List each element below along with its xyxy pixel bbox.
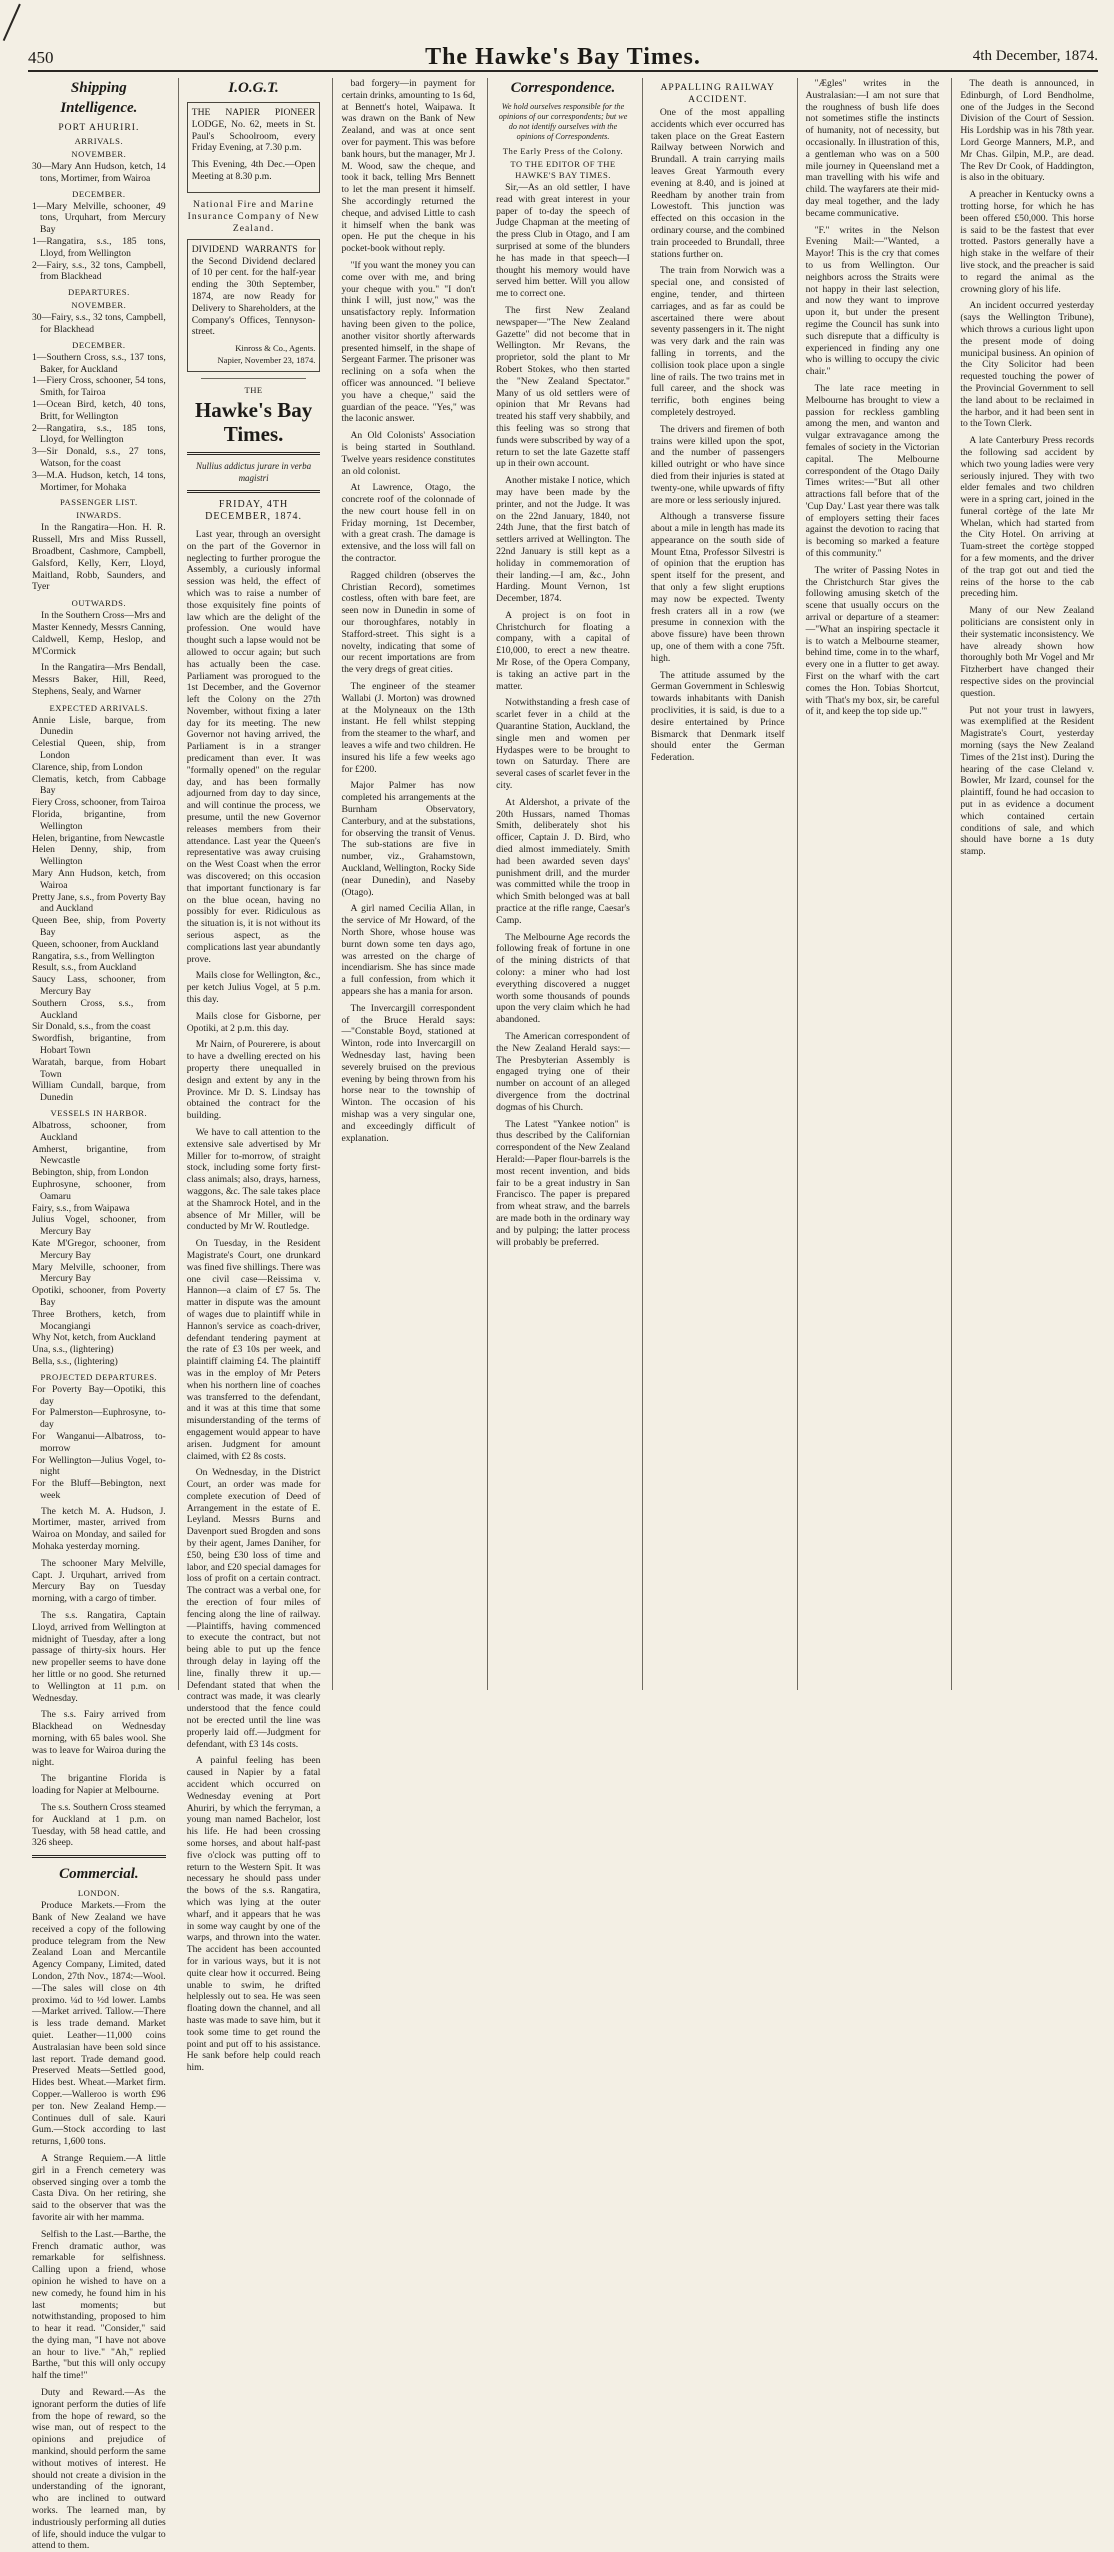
newspaper-title: The Hawke's Bay Times. bbox=[425, 44, 701, 70]
list-item: Helen, brigantine, from Newcastle bbox=[32, 832, 165, 844]
list-item: Annie Lisle, barque, from Dunedin bbox=[32, 714, 166, 738]
list-item: 1—Southern Cross, s.s., 137 tons, Baker, for Auckland bbox=[32, 351, 166, 375]
list-item: Albatross, schooner, from Auckland bbox=[32, 1119, 166, 1143]
list-item: Why Not, ketch, from Auckland bbox=[32, 1332, 156, 1344]
article-paragraph: The writer of Passing Notes in the Christchurch Star gives the following amusing sketch of the scene that usually occurs on the arrival or departure of a steamer:—"What an inspiring spectacle it is to watch a Melbourne steamer, behind time, come in to the wharf, every one in a flutter to get away. First on the wharf with the cart comes the Hon. Tobias Shortcut, with 'That's my box, sir, be careful of it, and keep the top side up.'" bbox=[805, 564, 940, 718]
arrivals-month: NOVEMBER. bbox=[71, 149, 127, 159]
article-paragraph: Put not your trust in lawyers, was exemplified at the Resident Magistrate's Court, yesterday morning (says the New Zealand Times of the 21st inst). During the hearing of the case Cleland v. Bowler, Mr Izard, counsel for the plaintiff, found he had occasion to put in as evidence a document which contained certain conditions of sale, and which should have borne a 1s duty stamp. bbox=[960, 704, 1095, 858]
insurance-agents: Kinross & Co., Agents. bbox=[235, 343, 316, 354]
column-editorial bbox=[178, 78, 325, 2074]
article-paragraph: The s.s. Southern Cross steamed for Auckland at 1 p.m. on Tuesday, with 58 head cattle, and 326 sheep. bbox=[32, 1802, 166, 1849]
article-paragraph: The Latest "Yankee notion" is thus described by the Californian correspondent of the New Zealand Herald:—Paper flour-barrels is the most recent invention, and bids fair to be a great industry in San Francisco. The paper is prepared from wheat straw, and the barrels are made both in the ordinary way and by pulping; the latter process will probably be preferred. bbox=[496, 1118, 630, 1248]
correspondence-body bbox=[496, 182, 630, 1248]
article-paragraph: One of the most appalling accidents which ever occurred has taken place on the Great Eastern Railway between Norwich and Brundall. A train carrying mails leaves Great Yarmouth every evening at 8.40, and is joined at Reedham by another train from Lowestoft. This junction was effected on this occasion in the ordinary course, and the combined train proceeded to Brundall, three stations further on. bbox=[650, 107, 785, 260]
divider bbox=[187, 452, 321, 455]
article-paragraph: On Tuesday, in the Resident Magistrate's Court, one drunkard was fined five shillings. There was one civil case—Reissima v. Hannon—a claim of £7 5s. The matter in dispute was the amount of wages due to plaintiff while in Hannon's service as coach-driver, defendant tendering payment at the rate of £3 10s per week, and plaintiff claiming £4. The plaintiff was in the employ of Mr Peters when his northern line of coaches was transferred to the defendant, and it was at this time that some misunderstanding of the terms of engagement would appear to have arisen. Judgment for amount claimed, with £2 8s costs. bbox=[186, 1238, 321, 1462]
list-item: Bebington, ship, from London bbox=[32, 1167, 149, 1179]
list-item: Mary Ann Hudson, ketch, from Wairoa bbox=[32, 868, 166, 891]
article-paragraph: Ragged children (observes the Christian Record), sometimes costless, often with bare feet, are seen now in Dunedin in some of our thoroughfares, notably in Stafford-street. This sight is a novelty, indicating that some of our recent importations are from the very dregs of great cities. bbox=[341, 569, 476, 676]
list-item: Pretty Jane, s.s., from Poverty Bay and Auckland bbox=[32, 891, 166, 915]
list-item: 2—Fairy, s.s., 32 tons, Campbell, from Blackhead bbox=[32, 259, 166, 283]
list-item: Clarence, ship, from London bbox=[32, 761, 143, 773]
commercial-city: LONDON. bbox=[77, 1888, 120, 1899]
list-item: For Wanganui—Albatross, to-morrow bbox=[32, 1430, 166, 1454]
article-paragraph: Another mistake I notice, which may have been made by the printer, and not the Judge. It was on the 22nd January, 1840, not 24th June, that the first batch of settlers arrived at Wellington. The 22nd January is still kept as a holiday in commemoration of their landing.—I am, &c., John Harding. Mount Vernon, 1st December, 1874. bbox=[496, 475, 630, 605]
arrivals-list bbox=[32, 161, 166, 185]
article-paragraph: At Aldershot, a private of the 20th Hussars, named Thomas Smith, deliberately shot his officer, Captain J. D. Bird, who died almost immediately. Smith had been awarded seven days' punishment drill, and the murder was committed while the troop in which Smith belonged was at ball practice at the rifle range, Caesar's Camp. bbox=[496, 796, 630, 926]
insurance-notice-text: DIVIDEND WARRANTS for the Second Dividend declared of 10 per cent. for the half-year ending the 30th September, 1874, are now Ready for Delivery to Shareholders, at the Company's Offices, Tennyson-street. bbox=[191, 243, 316, 338]
article-paragraph: Mails close for Gisborne, per Opotiki, at 2 p.m. this day. bbox=[186, 1010, 321, 1034]
inwards-label: INWARDS. bbox=[76, 510, 122, 521]
list-item: Sir Donald, s.s., from the coast bbox=[32, 1021, 151, 1033]
article-paragraph: Sir,—As an old settler, I have read with great interest in your paper of to-day the speech of Judge Chapman at the meeting of the press Club in Otago, and I am surprised at some of the blunders he has made in that speech—I thought his memory would have served him better. Will you allow me to correct one. bbox=[496, 182, 630, 300]
column-news-3 bbox=[332, 78, 479, 1690]
column-railway bbox=[642, 78, 789, 1690]
article-paragraph: We have to call attention to the extensive sale advertised by Mr Miller for to-morrow, of straight stock, including some forty first-class animals; also, drays, harness, waggons, &c. The sale takes place at the Shamrock Hotel, and in the absence of Mr Miller, will be conducted by Mr W. Routledge. bbox=[186, 1126, 321, 1233]
article-paragraph: Mails close for Wellington, &c., per ketch Julius Vogel, at 5 p.m. this day. bbox=[186, 970, 321, 1006]
list-item: Mary Melville, schooner, from Mercury Bay bbox=[32, 1261, 166, 1285]
paper-name: Hawke's Bay Times. bbox=[194, 397, 313, 446]
expected-list bbox=[32, 715, 166, 1104]
list-item: 30—Fairy, s.s., 32 tons, Campbell, for Blackhead bbox=[32, 312, 166, 335]
list-item: Una, s.s., (lightering) bbox=[32, 1344, 114, 1356]
article-paragraph: The ketch M. A. Hudson, J. Mortimer, master, arrived from Wairoa on Monday, and sailed for Mohaka yesterday morning. bbox=[32, 1505, 166, 1553]
harbor-list bbox=[32, 1120, 166, 1368]
list-item: 3—M.A. Hudson, ketch, 14 tons, Mortimer, for Mohaka bbox=[32, 469, 166, 493]
news-body bbox=[960, 78, 1094, 858]
list-item: 2—Rangatira, s.s., 185 tons, Lloyd, for Wellington bbox=[32, 422, 166, 446]
article-paragraph: The first New Zealand newspaper—"The New Zealand Gazette" did not become that in Wellington. Mr Revans, the proprietor, sold the plant to Mr Robert Stokes, who then started the "New Zealand Spectator." Many of us old settlers were of opinion that Mr Revans had treated his staff very shabbily, and this feeling was so strong that funds were subscribed by way of a return to set the late Gazette staff up in their own account. bbox=[496, 304, 630, 470]
article-paragraph: The brigantine Florida is loading for Napier at Melbourne. bbox=[32, 1773, 166, 1797]
iogt-notice bbox=[187, 102, 321, 193]
issue-date: 4th December, 1874. bbox=[972, 48, 1098, 64]
list-item: For Palmerston—Euphrosyne, to-day bbox=[32, 1407, 166, 1431]
departures-heading: DEPARTURES. bbox=[67, 287, 130, 298]
list-item: Florida, brigantine, from Wellington bbox=[32, 809, 166, 832]
column-news-7 bbox=[951, 78, 1098, 1690]
list-item: 1—Fiery Cross, schooner, 54 tons, Smith, for Tairoa bbox=[32, 375, 166, 399]
article-paragraph: Notwithstanding a fresh case of scarlet fever in a child at the Quarantine Station, Auckland, the single men and women per Hydaspes were to be brought to town on Saturday. There are several cases of scarlet fever in the city. bbox=[496, 697, 630, 792]
list-item: 30—Mary Ann Hudson, ketch, 14 tons, Mortimer, from Wairoa bbox=[32, 161, 166, 184]
column-news-6 bbox=[797, 78, 944, 1690]
list-item: William Cundall, barque, from Dunedin bbox=[32, 1080, 166, 1104]
article-paragraph: At Lawrence, Otago, the concrete roof of the colonnade of the new court house fell in on Friday morning, 1st December, with a great crash. The damage is extensive, and the loss will fall on the contractor. bbox=[341, 482, 476, 565]
article-paragraph: The late race meeting in Melbourne has brought to view a passion for reckless gambling among the men, and wanton and vulgar extravagance among the females of society in the Victorian capital. The Melbourne correspondent of the Otago Daily Times writes:—"But all other attractions fall before that of the 'Cup Day.' Last year there was talk of employers setting their faces against the devotion to racing that is becoming so marked a feature of this community." bbox=[805, 382, 940, 560]
outwards-text: In the Southern Cross—Mrs and Master Kennedy, Messrs Canning, Caldwell, Kemp, Heslop, and M'Cormick bbox=[32, 610, 166, 657]
paper-motto: Nullius addictus jurare in verba magistri bbox=[195, 460, 312, 483]
article-paragraph: The Melbourne Age records the following freak of fortune in one of the mining districts of that colony: a miner who had lost everything discovered a nugget worth some thousands of pounds upon the very claim which he had abandoned. bbox=[496, 931, 630, 1026]
iogt-heading: I.O.G.T. bbox=[228, 80, 279, 96]
editorial-body bbox=[187, 529, 321, 2074]
list-item: Result, s.s., from Auckland bbox=[32, 962, 137, 974]
correspondence-note: We hold ourselves responsible for the opinions of our correspondents; but we do not identify ourselves with the opinions of Correspondents. bbox=[498, 102, 628, 141]
shipping-notes bbox=[32, 1506, 166, 1850]
list-item: Helen Denny, ship, from Wellington bbox=[32, 844, 166, 868]
letter-title: The Early Press of the Colony. bbox=[502, 146, 624, 156]
article-paragraph: "Ægles" writes in the Australasian:—I am not sure that the roughness of bush life does not sometimes stifle the instincts of humanity, not of necessity, but occasionally. In illustration of this, a gentleman who was on a 500 mile journey in Queensland met a man travelling with his wife and child. The wayfarers ate their mid-day meal together, and the lady became communicative. bbox=[805, 78, 940, 219]
columns bbox=[28, 78, 1098, 2552]
list-item: Queen, schooner, from Auckland bbox=[32, 938, 159, 950]
article-paragraph: bad forgery—in payment for certain drinks, amounting to 1s 6d, at Bennett's hotel, Waipawa. It was drawn on the Bank of New Zealand, and was at once sent over for payment. This was before bank hours, but the manager, Mr J. M. Wood, saw the cheque, and took it back, telling Mrs Bennett to let the man present it himself. She accordingly returned the cheque, and advised Little to cash it himself when the bank was open. He put the cheque in his pocket-book without reply. bbox=[341, 78, 476, 255]
selfish-to-last: Selfish to the Last.—Barthe, the French dramatic author, was remarkable for selfishness. Calling upon a friend, whose opinion he wished to have on a new comedy, he found him in his last moments; but notwithstanding, proposed to him to hear it read. "Consider," said the dying man, "I have not above an hour to live." "Ah," replied Barthe, "but this will only occupy half the time!" bbox=[32, 2228, 166, 2382]
article-paragraph: Major Palmer has now completed his arrangements at the Burnham Observatory, Canterbury, and at the substations, for observing the transit of Venus. The sub-stations are five in number, viz., Grahamstown, Auckland, Wellington, Rocky Side (near Dunedin), and Naseby (Otago). bbox=[341, 780, 476, 898]
article-paragraph: "If you want the money you can come over with me, and bring your cheque with you." "I don't think I will, just now," was the unsatisfactory reply. Information having been given to the police, another visitor shortly afterwards presented himself, in the shape of Sergeant Farmer. The prisoner was reclining on a sofa when the officer was announced. "I believe you have a cheque," said the guardian of the peace. "Yes," was the laconic answer. bbox=[341, 259, 476, 425]
article-paragraph: An incident occurred yesterday (says the Wellington Tribune), which throws a curious light upon the present mode of doing municipal business. An opinion of the City Solicitor had been requested touching the power of the Provincial Government to sell the land about to be reclaimed in the harbor, and it had been sent in to the Town Clerk. bbox=[960, 300, 1095, 430]
railway-heading: APPALLING RAILWAY ACCIDENT. bbox=[660, 82, 775, 105]
projected-heading: PROJECTED DEPARTURES. bbox=[40, 1371, 158, 1382]
article-paragraph: The drivers and firemen of both trains were killed upon the spot, and the number of passengers killed outright or who have since died from their injuries is stated at twenty-one, while upwards of fifty are more or less seriously injured. bbox=[650, 423, 785, 506]
outwards-text: In the Rangatira—Mrs Bendall, Messrs Baker, Hill, Reed, Stephens, Sealy, and Warner bbox=[32, 662, 166, 697]
railway-body bbox=[651, 107, 785, 764]
ink-mark bbox=[3, 4, 38, 49]
iogt-evening: This Evening, 4th Dec.—Open Meeting at 8.30 p.m. bbox=[191, 159, 316, 182]
article-paragraph: Last year, through an oversight on the part of the Governor in neglecting to further prorogue the Assembly, a curiously informal session was held, the effect of which was to raise a number of those exquisitely fine points of law which are the delight of the profession. One would have thought such a lapse would not be allowed to occur again; but such has actually been the case. Parliament was prorogued to the 1st December, and the Governor left the Colony on the 27th November, without fixing a later day for its meeting. The new Governor not having arrived, the Parliament is in a stranger predicament than ever. It was "formally opened" on the regular day, and has been formally adjourned from day to day since, and will continue the process, we presume, until the new Governor releases members from their attendance. Last year the Queen's representative was away cruising on the West Coast when the error was discovered; on this occasion that important functionary is far on the blue ocean, having no possibly for ever. Ridiculous as the situation is, it is not without its serious aspect, as the complications last year abundantly prove. bbox=[186, 528, 321, 965]
list-item: Julius Vogel, schooner, from Mercury Bay bbox=[32, 1214, 166, 1238]
list-item: Bella, s.s., (lightering) bbox=[32, 1355, 118, 1367]
list-item: Celestial Queen, ship, from London bbox=[32, 738, 166, 762]
departures-list bbox=[32, 312, 166, 336]
list-item: Fairy, s.s., from Waipawa bbox=[32, 1202, 130, 1214]
list-item: For Wellington—Julius Vogel, to-night bbox=[32, 1454, 166, 1478]
harbor-heading: VESSELS IN HARBOR. bbox=[50, 1107, 148, 1118]
article-paragraph: Mr Nairn, of Pourerere, is about to have a dwelling erected on his property there unequalled in design and extent by any in the Province. Mr D. S. Lindsay has obtained the contract for the building. bbox=[186, 1039, 321, 1122]
list-item: For the Bluff—Bebington, next week bbox=[32, 1478, 166, 1501]
article-paragraph: The engineer of the steamer Wallabi (J. Morton) was drowned at the Molyneaux on the 13th instant. He fell whilst stepping from the steamer to the wharf, and leaves a wife and two children. He insured his life a few weeks ago for £200. bbox=[341, 681, 476, 775]
arrivals-list bbox=[32, 201, 166, 284]
article-paragraph: The death is announced, in Edinburgh, of Lord Bendholme, one of the Judges in the Second Division of the Court of Session. His Lordship was in his 78th year. Lord George Manners, M.P., and Mr Chas. Gilpin, M.P., are dead. The Rev Dr Cook, of Haddington, is also in the obituary. bbox=[960, 78, 1095, 184]
letter-recipient: TO THE EDITOR OF THE HAWKE'S BAY TIMES. bbox=[510, 159, 616, 180]
article-paragraph: The schooner Mary Melville, Capt. J. Urquhart, arrived from Mercury Bay on Tuesday morning, with a cargo of timber. bbox=[32, 1557, 166, 1605]
produce-markets: Produce Markets.—From the Bank of New Zealand we have received a copy of the following produce telegram from the New Zealand Loan and Mercantile Agency Company, Limited, dated London, 27th Nov., 1874:—Wool.—The sales will close on 4th proximo. ¼d to ½d lower. Lambs—Market arrived. Tallow.—There is less trade demand. Market quiet. Leather—11,000 coins Australasian have been sold since last report. Trade demand good. Preserved Meats—Settled good, Hides best. Wheat.—Market firm. Copper.—Walleroo is worth £96 per ton. New Zealand Hemp.—Continues dull of sale. Kauri Gum.—Stock according to last returns, 1,600 tons. bbox=[32, 1900, 166, 2148]
section-divider bbox=[32, 1855, 166, 1858]
article-paragraph: "F." writes in the Nelson Evening Mail:—"Wanted, a Mayor! This is the cry that comes to us from Wellington. Our neighbors across the Straits were not happy in their last selection, and now they want to improve upon it, but under the present regime the Council has sunk into such disrepute that a difficulty is experienced in finding any one who is willing to occupy the civic chair." bbox=[805, 224, 940, 378]
list-item: Three Brothers, ketch, from Mocangiangi bbox=[32, 1308, 166, 1332]
masthead bbox=[28, 44, 1098, 72]
departures-month: NOVEMBER. bbox=[71, 300, 127, 311]
article-paragraph: The s.s. Fairy arrived from Blackhead on Wednesday morning, with 65 bales wool. She was to leave for Wairoa during the night. bbox=[32, 1709, 166, 1768]
departures-list bbox=[32, 352, 166, 494]
list-item: Fiery Cross, schooner, from Tairoa bbox=[32, 797, 166, 809]
strange-requiem: A Strange Requiem.—A little girl in a French cemetery was observed singing over a tomb the Casta Diva. On her retiring, she said to the observer that was the favorite air with her mamma. bbox=[32, 2152, 166, 2223]
port-heading: PORT AHURIRI. bbox=[58, 122, 140, 133]
article-paragraph: A late Canterbury Press records the following sad accident by which two young ladies were very seriously injured. They with two elder females and two children were in a spring cart, joined in the funeral cortège of the late Mr Whelan, which had started from the City Hotel. On arriving at Tuam-street the cortège stopped for a few moments, and the driver of the trap got out and tied the reins of the horse to the cab preceding him. bbox=[960, 435, 1095, 600]
column-shipping bbox=[28, 78, 170, 2552]
column-correspondence bbox=[487, 78, 634, 1690]
correspondence-heading: Correspondence. bbox=[510, 80, 616, 96]
article-paragraph: The attitude assumed by the German Government in Schleswig towards inhabitants with Danish proclivities, it is said, is due to a desire entertained by Prince Bismarck that Denmark itself should enter the German Federation. bbox=[650, 669, 785, 764]
article-paragraph: A girl named Cecilia Allan, in the service of Mr Howard, of the North Shore, whose house was burnt down some ten days ago, was arrested on the charge of incendiarism. She has since made a full confession, from which it appears she has a mania for arson. bbox=[341, 903, 476, 997]
list-item: Amherst, brigantine, from Newcastle bbox=[32, 1143, 166, 1167]
article-paragraph: The Invercargill correspondent of the Bruce Herald says:—"Constable Boyd, stationed at Winton, rode into Invercargill on Wednesday last, having been severely bruised on the previous evening by being thrown from his horse near to the township of Winton. The occasion of his mishap was a very singular one, and exceedingly difficult of explanation. bbox=[341, 1002, 476, 1144]
list-item: 1—Mary Melville, schooner, 49 tons, Urquhart, from Mercury Bay bbox=[32, 200, 166, 236]
insurance-heading: National Fire and Marine Insurance Company of New Zealand. bbox=[187, 198, 320, 234]
insurance-date: Napier, November 23, 1874. bbox=[217, 354, 316, 365]
iogt-notice-text: THE NAPIER PIONEER LODGE, No. 62, meets in St. Paul's Schoolroom, every Friday Evening, at 7.30 p.m. bbox=[191, 107, 316, 154]
list-item: Kate M'Gregor, schooner, from Mercury Bay bbox=[32, 1237, 166, 1261]
article-paragraph: On Wednesday, in the District Court, an order was made for complete execution of Deed of Arrangement in the estate of E. Leyland. Messrs Burns and Davenport sued Brogden and sons by their agent, James Daniher, for £50, being £30 loss of time and labor, and £20 special damages for loss of profit on a certain contract. The contract was a verbal one, for the erection of four miles of fencing along the line of railway.—Plaintiffs, having commenced to execute the contract, but not being able to put up the fence through delay in laying off the line, finally threw it up.—Defendant stated that when the contract was made, it was clearly understood that the fence could not be erected until the line was properly laid off.—Judgment for defendant, with £3 14s costs. bbox=[186, 1467, 321, 1750]
arrivals-heading: ARRIVALS. bbox=[74, 136, 124, 146]
list-item: Swordfish, brigantine, from Hobart Town bbox=[32, 1033, 166, 1056]
shipping-heading: Shipping Intelligence. bbox=[60, 80, 138, 116]
list-item: Queen Bee, ship, from Poverty Bay bbox=[32, 915, 166, 939]
list-item: 1—Rangatira, s.s., 185 tons, Lloyd, from Wellington bbox=[32, 235, 166, 259]
page-number: 450 bbox=[28, 48, 54, 67]
article-paragraph: The American correspondent of the New Zealand Herald says:—The Presbyterian Assembly is engaged trying one of their number on account of an alleged divergence from the doctrinal dogmas of his Church. bbox=[496, 1030, 630, 1113]
list-item: Clematis, ketch, from Cabbage Bay bbox=[32, 773, 166, 797]
expected-heading: EXPECTED ARRIVALS. bbox=[49, 702, 149, 713]
list-item: Saucy Lass, schooner, from Mercury Bay bbox=[32, 974, 166, 998]
list-item: Rangatira, s.s., from Wellington bbox=[32, 950, 155, 962]
article-paragraph: A preacher in Kentucky owns a trotting horse, for which he has been offered £50,000. This horse is said to be the fastest that ever trotted. Pastors generally have a high stake in the welfare of their live stock, and the preacher is said to regard the animal as the crowning glory of his life. bbox=[960, 189, 1095, 295]
list-item: 3—Sir Donald, s.s., 27 tons, Watson, for the coast bbox=[32, 446, 166, 469]
list-item: Waratah, barque, from Hobart Town bbox=[32, 1056, 166, 1080]
list-item: Euphrosyne, schooner, from Oamaru bbox=[32, 1178, 166, 1202]
news-body bbox=[806, 78, 940, 718]
divider bbox=[187, 490, 321, 493]
projected-list bbox=[32, 1384, 166, 1502]
news-body bbox=[341, 78, 475, 1144]
list-item: For Poverty Bay—Opotiki, this day bbox=[32, 1383, 166, 1407]
article-paragraph: Although a transverse fissure about a mile in length has made its appearance on the south side of Mount Etna, Professor Silvestri is of opinion that the eruption has spent itself for the present, and that only a few slight eruptions may now be expected. Twenty fresh craters all in a row (we presume in connexion with the above fissure) have been thrown up, one of them with a cone 75ft. high. bbox=[650, 511, 785, 664]
article-paragraph: A project is on foot in Christchurch for floating a company, with a capital of £10,000, to erect a new theatre. Mr Rose, of the Opera Company, is taking an active part in the matter. bbox=[496, 609, 630, 692]
duty-and-reward: Duty and Reward.—As the ignorant perform the duties of life from the hope of reward, so the wise man, out of respect to the opinions and prejudice of mankind, should perform the same without motives of interest. He should not create a division in the understanding of the ignorant, who are inclined to outward works. The learned man, by industriously performing all duties of life, should induce the vulgar to attend to them. bbox=[32, 2387, 166, 2552]
article-paragraph: A painful feeling has been caused in Napier by a fatal accident which occurred on Wednesday evening at Port Ahuriri, by which the ferryman, a young man named Bachelor, lost his life. He had been crossing some horses, and about half-past five o'clock was putting off to return to the Western Spit. It was necessary he should pass under the bows of the s.s. Rangatira, which was lying at the outer wharf, and it appears that he was in some way caught by one of the warps, and thrown into the water. The accident has been accounted for in various ways, but it is not quite clear how it occurred. Being unable to swim, he drifted helplessly out to sea. He was seen floating down the channel, and all haste was made to save him, but it took some time to get round the point and put off to his assistance. He sank before help could reach him. bbox=[186, 1755, 321, 2074]
list-item: 1—Ocean Bird, ketch, 40 tons, Britt, for Wellington bbox=[32, 398, 166, 422]
outwards-label: OUTWARDS. bbox=[71, 598, 127, 609]
article-paragraph: The train from Norwich was a special one, and consisted of engine, tender, and thirteen carriages, and as far as could be ascertained there were about seventy passengers in it. The night was very dark and the rain was falling in torrents, and the collision took place upon a single line of rails. The two trains met in full career, and the shock was terrific, both engines being completely destroyed. bbox=[650, 265, 785, 418]
insurance-notice bbox=[187, 239, 321, 372]
departures-month: DECEMBER. bbox=[72, 339, 126, 350]
article-paragraph: An Old Colonists' Association is being started in Southland. Twelve years residence constitutes an old colonist. bbox=[341, 430, 476, 477]
article-paragraph: Many of our New Zealand politicians are consistent only in their systematic inconsistency. We have already shown how thoroughly both Mr Vogel and Mr Fitzherbert have changed their respective sides on the provincial question. bbox=[960, 605, 1095, 699]
edition-date: FRIDAY, 4TH DECEMBER, 1874. bbox=[205, 499, 303, 523]
divider bbox=[201, 378, 307, 379]
paper-the: THE bbox=[244, 384, 263, 395]
inwards-text: In the Rangatira—Hon. H. R. Russell, Mrs and Miss Russell, Broadbent, Cashmore, Campbell, Galsford, Kelly, Kerr, Lloyd, Maitland, Robb, Saunders, and Tyer bbox=[32, 522, 166, 593]
passenger-heading: PASSENGER LIST. bbox=[60, 497, 138, 508]
list-item: Opotiki, schooner, from Poverty Bay bbox=[32, 1285, 166, 1308]
article-paragraph: The s.s. Rangatira, Captain Lloyd, arrived from Wellington at midnight of Tuesday, after a long passage of thirty-six hours. Her new propeller seems to have done her little or no good. She returned to Wellington at 11 p.m. on Wednesday. bbox=[32, 1610, 166, 1704]
list-item: Southern Cross, s.s., from Auckland bbox=[32, 997, 166, 1021]
arrivals-month: DECEMBER. bbox=[72, 188, 126, 199]
commercial-heading: Commercial. bbox=[59, 1866, 139, 1883]
